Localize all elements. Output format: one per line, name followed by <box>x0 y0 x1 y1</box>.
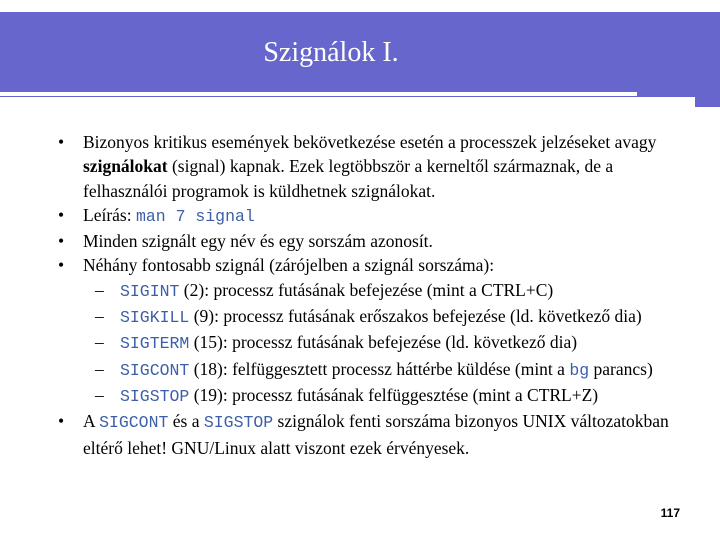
signal-name-code: SIGTERM <box>120 334 190 354</box>
bullet-note-text-2: és a <box>168 411 204 432</box>
bullet-list <box>58 130 698 460</box>
signal-description-end: parancs) <box>589 358 653 379</box>
bullet-intro-text-1: Bizonyos kritikus események bekövetkezése esetén a processzek jelzéseket avagy <box>83 132 657 152</box>
bullet-item-intro <box>58 130 698 203</box>
signal-description: (2): processz futásának befejezése (mint a CTRL+C) <box>179 279 554 300</box>
signal-name-code: SIGSTOP <box>120 386 190 406</box>
sigstop-code: SIGSTOP <box>203 413 274 433</box>
signal-description: (15): processz futásának befejezése (ld. következő dia) <box>189 332 578 353</box>
bullet-signals-text: Néhány fontosabb szignál (zárójelben a szignál sorszáma): <box>83 255 495 276</box>
dash-icon: – <box>95 358 104 379</box>
header-accent-bar <box>695 12 720 107</box>
page-number: 117 <box>660 506 680 520</box>
bullet-note-text-1: A <box>83 411 100 432</box>
signal-item-sigcont <box>89 357 698 383</box>
header-divider-line <box>0 92 637 96</box>
bullet-intro-text-2: (signal) kapnak. Ezek legtöbbször a kerneltől származnak, de a felhasználói programok is küldhetnek szignálokat. <box>83 156 614 201</box>
bullet-dot-icon: • <box>58 231 65 252</box>
bullet-dot-icon: • <box>58 204 65 225</box>
bullet-description-text: Leírás: <box>83 204 136 225</box>
sigcont-code: SIGCONT <box>99 413 169 433</box>
bullet-intro-bold: szignálokat <box>83 156 168 177</box>
slide-title: Szignálok I. <box>263 37 399 68</box>
dash-icon: – <box>95 332 104 353</box>
dash-icon: – <box>95 279 104 300</box>
signal-item-sigstop <box>89 383 698 409</box>
bg-command-code: bg <box>569 360 590 380</box>
signal-item-sigkill <box>89 304 698 330</box>
signal-description: (19): processz futásának felfüggesztése (mint a CTRL+Z) <box>189 384 599 405</box>
bullet-note-text-3: szignálok fenti sorszáma bizonyos UNIX változatokban eltérő lehet! GNU/Linux alatt viszont ezek érvényesek. <box>83 411 669 458</box>
bullet-item-note <box>58 409 698 460</box>
signal-description: (18): felfüggesztett processz háttérbe küldése (mint a <box>189 358 570 379</box>
signal-item-sigint <box>89 278 698 304</box>
bullet-dot-icon: • <box>58 411 65 432</box>
bullet-identity-text: Minden szignált egy név és egy sorszám azonosít. <box>83 231 433 252</box>
signal-name-code: SIGCONT <box>120 360 190 380</box>
signal-name-code: SIGINT <box>120 281 180 301</box>
bullet-dot-icon: • <box>58 255 65 276</box>
man-command-code: man 7 signal <box>135 206 255 226</box>
dash-icon: – <box>95 306 104 327</box>
bullet-dot-icon: • <box>58 132 65 152</box>
bullet-item-identity <box>58 229 698 253</box>
signal-description: (9): processz futásának erőszakos befejezése (ld. következő dia) <box>189 306 642 327</box>
bullet-item-description <box>58 203 698 229</box>
signal-name-code: SIGKILL <box>120 308 190 328</box>
dash-icon: – <box>95 384 104 405</box>
signal-sub-list <box>83 278 698 409</box>
signal-item-sigterm <box>89 330 698 356</box>
bullet-item-signals <box>58 253 698 409</box>
